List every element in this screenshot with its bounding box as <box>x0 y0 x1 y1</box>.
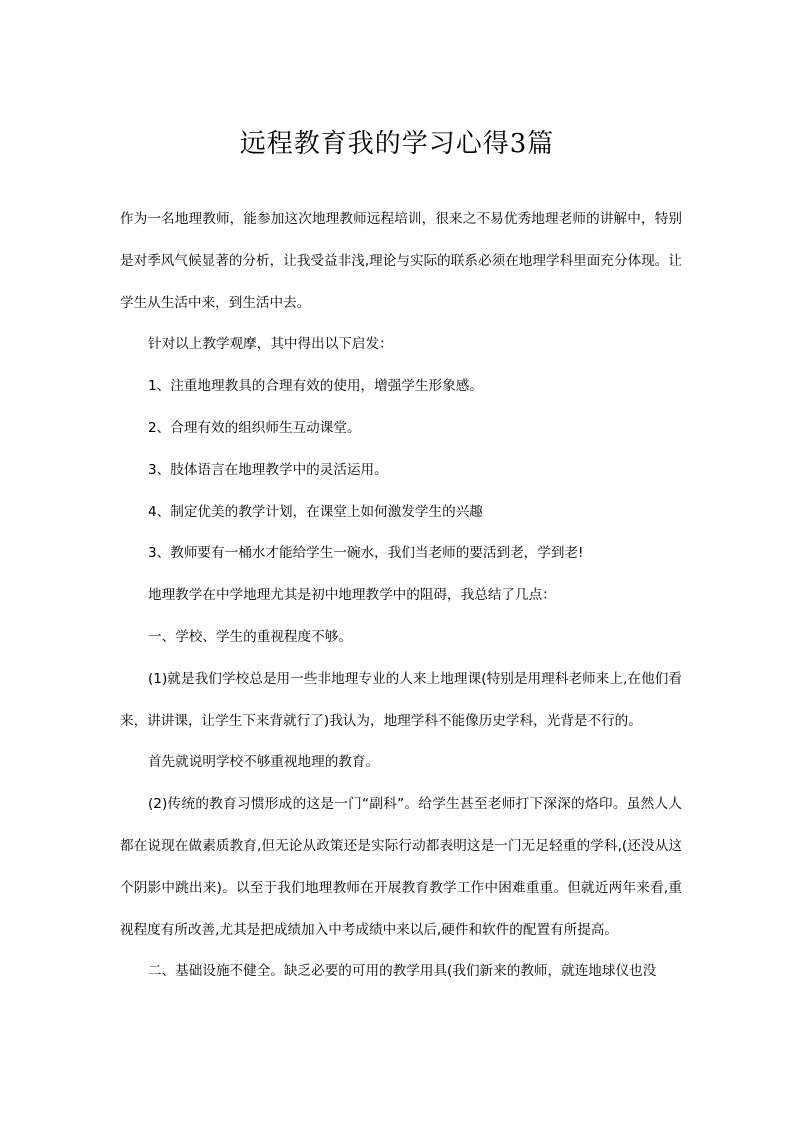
document-title: 远程教育我的学习心得3篇 <box>239 129 555 159</box>
paragraph: 地理教学在中学地理尤其是初中地理教学中的阻碍，我总结了几点： <box>148 587 556 604</box>
list-item: 4、制定优美的教学计划，在课堂上如何激发学生的兴趣 <box>148 503 483 520</box>
paragraph: 首先就说明学校不够重视地理的教育。 <box>148 754 380 771</box>
paragraph: 作为一名地理教师，能参加这次地理教师远程培训，很来之不易优秀地理老师的讲解中，特别是对季风气候显著的分析，让我受益非浅,理论与实际的联系必须在地理学科里面充分体现。让学生从生活中来，到生活中去。 <box>120 211 682 311</box>
list-item: 2、合理有效的组织师生互动课堂。 <box>148 419 361 436</box>
paragraph: 针对以上教学观摩，其中得出以下启发： <box>148 336 393 353</box>
list-item: 1、注重地理教具的合理有效的使用，增强学生形象感。 <box>148 378 483 395</box>
list-item: 3、肢体语言在地理教学中的灵活运用。 <box>148 461 388 478</box>
paragraph: (1)就是我们学校总是用一些非地理专业的人来上地理课(特别是用理科老师来上,在他们看来，讲讲课，让学生下来背就行了)我认为，地理学科不能像历史学科，光背是不行的。 <box>120 670 682 729</box>
list-item: 3、教师要有一桶水才能给学生一碗水，我们当老师的要活到老，学到老! <box>148 545 584 562</box>
document-body <box>120 199 682 993</box>
paragraph: (2)传统的教育习惯形成的这是一门“副科”。给学生甚至老师打下深深的烙印。虽然人人都在说现在做素质教育,但无论从政策还是实际行动都表明这是一门无足轻重的学科,(还没从这个阴影中跳出来)。以至于我们地理教师在开展教育教学工作中困难重重。但就近两年来看,重视程度有所改善,尤其是把成绩加入中考成绩中来以后,硬件和软件的配置有所提高。 <box>120 796 682 938</box>
section-heading: 一、学校、学生的重视程度不够。 <box>148 628 352 645</box>
paragraph: 二、基础设施不健全。缺乏必要的可用的教学用具(我们新来的教师，就连地球仪也没 <box>148 963 657 980</box>
